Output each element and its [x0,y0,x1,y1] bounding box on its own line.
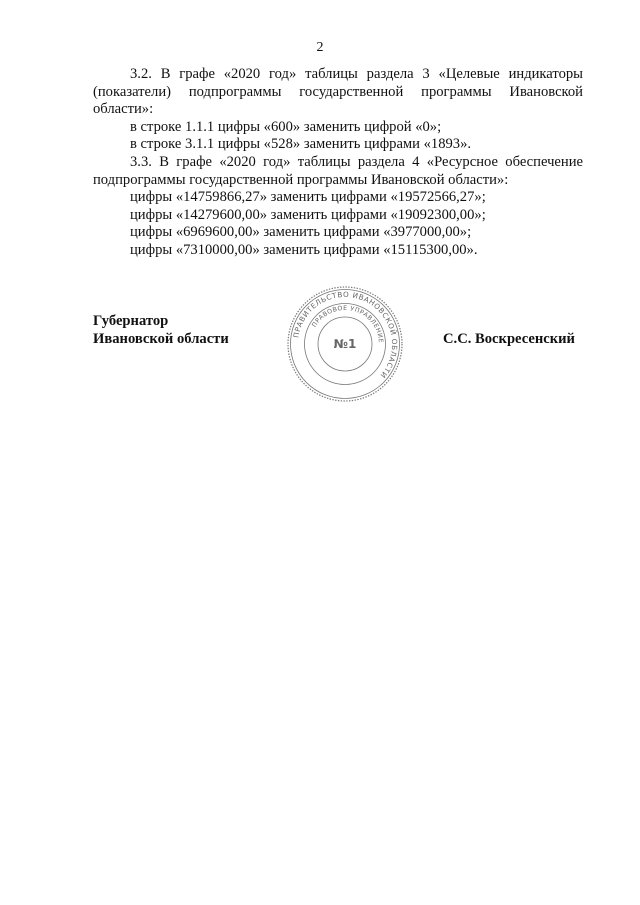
document-body [93,66,583,260]
seal-stamp-icon [285,284,405,404]
amendment-line: цифры «6969600,00» заменить цифрами «3977000,00»; [130,224,472,241]
signatory-name: С.С. Воскресенский [443,331,575,347]
signatory-position [93,313,229,348]
seal-center-number: №1 [333,337,357,351]
signatory-title: Губернатор [93,313,169,329]
page-number: 2 [316,40,324,55]
amendment-line: в строке 1.1.1 цифры «600» заменить цифрой «0»; [130,118,442,135]
amendment-line: цифры «14279600,00» заменить цифрами «19092300,00»; [130,206,486,223]
signatory-region: Ивановской области [93,330,229,347]
seal-outer-text: ПРАВИТЕЛЬСТВО ИВАНОВСКОЙ ОБЛАСТИ [291,289,400,381]
amendment-line: в строке 3.1.1 цифры «528» заменить цифрами «1893». [130,136,472,153]
amendment-line: цифры «14759866,27» заменить цифрами «19572566,27»; [130,189,486,206]
seal-inner-text: ПРАВОВОЕ УПРАВЛЕНИЕ [310,304,385,344]
paragraph-3-3: 3.3. В графе «2020 год» таблицы раздела 4 «Ресурсное обеспечение подпрограммы государственной программы Ивановской области»: [93,153,583,188]
official-seal [285,284,405,404]
amendment-line: цифры «7310000,00» заменить цифрами «15115300,00». [130,241,478,258]
paragraph-3-2: 3.2. В графе «2020 год» таблицы раздела 3 «Целевые индикаторы (показатели) подпрограммы государственной программы Ивановской области»: [93,66,583,118]
